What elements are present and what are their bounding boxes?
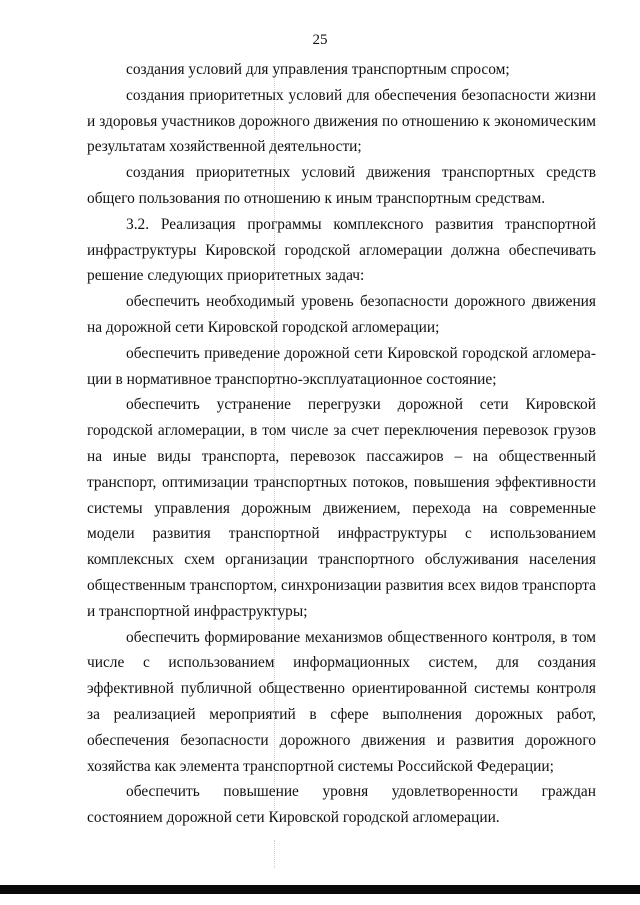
scan-bottom-border — [0, 885, 640, 894]
paragraph: обеспечить повышение уровня удовлетворенности граждан состоянием дорожной сети Кировской городской агломерации. — [87, 783, 596, 827]
scan-fold-line — [274, 840, 275, 868]
paragraph: создания условий для управления транспортным спросом; — [126, 61, 510, 78]
document-body — [87, 57, 596, 831]
paragraph: создания приоритетных условий для обеспечения безопасности жизни и здоровья участников дорожного движения по отношению к экономическим результатам хозяйственной деятельности; — [87, 86, 596, 156]
section-paragraph: 3.2. Реализация программы комплексного развития транспортной инфраструктуры Кировской городской агломерации должна обеспечивать решение следующих приоритетных задач: — [87, 215, 596, 285]
paragraph: обеспечить приведение дорожной сети Кировской городской агломерации в нормативное транспортно-эксплуатационное состояние; — [87, 344, 596, 388]
page-number: 25 — [312, 32, 328, 48]
paragraph: создания приоритетных условий движения транспортных средств общего пользования по отношению к иным транспортным средствам. — [87, 164, 596, 207]
paragraph: обеспечить необходимый уровень безопасности дорожного движения на дорожной сети Кировской городской агломерации; — [87, 293, 596, 336]
paragraph: обеспечить устранение перегрузки дорожной сети Кировской городской агломерации, в том числе за счет переключения перевозок грузов на иные виды транспорта, перевозок пассажиров – на общественный транспорт, оптимизации транспортных потоков, повышения эффективности системы управления дорожным движением, перехода на современные модели развития транспортной инфраструктуры с использованием комплексных схем организации транспортного обслуживания населения общественным транспортом, синхронизации развития всех видов транспорта и транспортной инфраструктуры; — [87, 396, 596, 620]
paragraph: обеспечить формирование механизмов общественного контроля, в том числе с использованием информационных систем, для создания эффективной публичной общественно ориентированной системы контроля за реализацией мероприятий в сфере выполнения дорожных работ, обеспечения безопасности дорожного движения и развития дорожного хозяйства как элемента транспортной системы Российской Федерации; — [87, 628, 596, 775]
